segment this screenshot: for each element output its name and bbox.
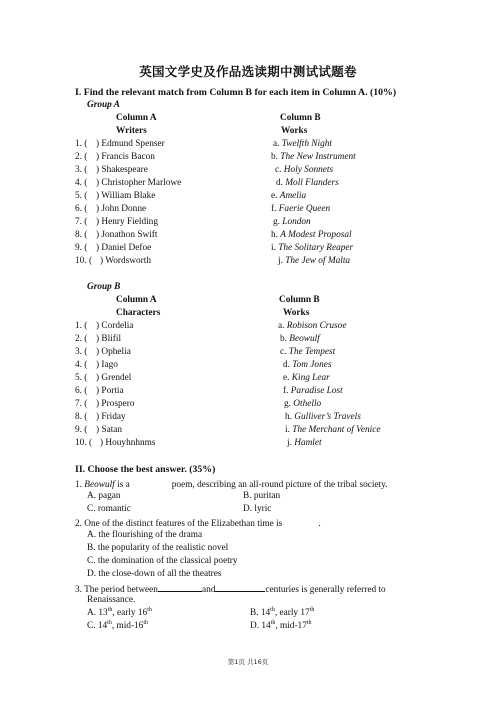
- row-match: [284, 399, 321, 410]
- question-3-option-d: D. 14th, mid-17th: [250, 619, 312, 631]
- row-number: 1. (: [75, 321, 88, 331]
- match-work-title: London: [282, 217, 311, 227]
- question-1-blank[interactable]: [130, 478, 172, 487]
- question-1-option-c: C. romantic: [87, 504, 131, 514]
- question-3-option-a: A. 13th, early 16th: [87, 606, 152, 618]
- question-2-option-c: C. the domination of the classical poetry: [87, 556, 238, 566]
- group-b-row: [75, 412, 435, 425]
- row-number: 8. (: [75, 230, 88, 240]
- section-1-heading: I. Find the relevant match from Column B for each item in Column A. (10%): [75, 87, 397, 98]
- row-match: [278, 321, 346, 332]
- question-3-blank-2[interactable]: [215, 582, 265, 592]
- match-work-title: A Modest Proposal: [280, 230, 352, 240]
- group-b-row: [75, 347, 435, 360]
- group-a-row: [75, 204, 435, 217]
- question-1-option-a: A. pagan: [87, 491, 121, 501]
- question-3-option-c: C. 14th, mid-16th: [87, 619, 149, 631]
- group-b-row: [75, 386, 435, 399]
- group-b-row: [75, 425, 435, 438]
- match-letter: f.: [283, 386, 291, 396]
- question-1-italic-title: Beowulf: [84, 480, 115, 490]
- group-a-row: [75, 139, 435, 152]
- row-item: ) Portia: [96, 386, 124, 396]
- question-2-option-b: B. the popularity of the realistic novel: [87, 543, 229, 553]
- match-letter: d.: [283, 360, 293, 370]
- group-a-row: [75, 178, 435, 191]
- row-item: ) Prospero: [96, 399, 135, 409]
- match-letter: e.: [271, 191, 280, 201]
- match-letter: e.: [283, 373, 292, 383]
- row-match: [273, 139, 332, 150]
- row-number: 10. (: [75, 438, 93, 448]
- question-3-part-2: and: [201, 585, 216, 595]
- match-work-title: Tom Jones: [292, 360, 332, 370]
- row-item: ) Edmund Spenser: [96, 139, 165, 149]
- match-letter: a.: [273, 139, 282, 149]
- row-item: ) Friday: [96, 412, 126, 422]
- row-item: ) Christopher Marlowe: [96, 178, 182, 188]
- group-b-row: [75, 373, 435, 386]
- row-item: ) Cordelia: [96, 321, 134, 331]
- row-match: [271, 230, 352, 241]
- section-2-heading: II. Choose the best answer. (35%): [75, 464, 216, 475]
- match-work-title: Othello: [293, 399, 322, 409]
- row-match: [285, 425, 380, 436]
- question-1-pre: is a: [114, 480, 130, 490]
- match-work-title: Paradise Lost: [290, 386, 343, 396]
- match-letter: b.: [271, 152, 281, 162]
- row-number: 2. (: [75, 334, 88, 344]
- group-a-row: [75, 165, 435, 178]
- group-b-row: [75, 321, 435, 334]
- row-number: 9. (: [75, 243, 88, 253]
- question-2-end: .: [318, 519, 321, 529]
- row-item: ) Iago: [96, 360, 118, 370]
- group-b-characters-header: Characters: [116, 308, 161, 318]
- match-letter: f.: [271, 204, 279, 214]
- question-3-line-2: Renaissance.: [87, 595, 136, 605]
- match-work-title: Hamlet: [294, 438, 322, 448]
- match-letter: i.: [285, 425, 293, 435]
- match-work-title: Robison Crusoe: [286, 321, 347, 331]
- group-a-row: [75, 256, 435, 269]
- row-item: ) Ophelia: [96, 347, 131, 357]
- question-2-option-a: A. the flourishing of the drama: [87, 530, 203, 540]
- match-work-title: Gulliver’s Travels: [294, 412, 361, 422]
- row-match: [283, 360, 331, 371]
- row-number: 3. (: [75, 347, 88, 357]
- question-2-text: 2. One of the distinct features of the Elizabethan time is: [75, 519, 283, 529]
- match-letter: a.: [278, 321, 287, 331]
- match-work-title: Faerie Queen: [278, 204, 331, 214]
- row-number: 7. (: [75, 217, 88, 227]
- match-letter: c.: [280, 347, 289, 357]
- group-a-row: [75, 191, 435, 204]
- question-3-option-b: B. 14th, early 17th: [250, 606, 315, 618]
- row-match: [271, 243, 353, 254]
- match-letter: j.: [278, 256, 286, 266]
- match-work-title: The New Instrument: [280, 152, 356, 162]
- row-number: 2. (: [75, 152, 88, 162]
- row-item: ) John Donne: [96, 204, 147, 214]
- row-item: ) William Blake: [96, 191, 156, 201]
- row-number: 6. (: [75, 386, 88, 396]
- row-number: 4. (: [75, 360, 88, 370]
- group-b-works-header: Works: [283, 308, 310, 318]
- group-b-row: [75, 334, 435, 347]
- group-b-column-b-header: Column B: [279, 295, 320, 305]
- row-match: [276, 178, 339, 189]
- match-letter: i.: [271, 243, 279, 253]
- match-work-title: Beowulf: [289, 334, 320, 344]
- row-item: ) Francis Bacon: [96, 152, 155, 162]
- match-work-title: Amelia: [279, 191, 307, 201]
- page-footer: 第1页 共16页: [227, 658, 269, 666]
- match-work-title: The Tempest: [288, 347, 336, 357]
- match-letter: d.: [276, 178, 286, 188]
- question-3-blank-1[interactable]: [158, 582, 202, 592]
- row-number: 7. (: [75, 399, 88, 409]
- row-number: 9. (: [75, 425, 88, 435]
- row-number: 5. (: [75, 191, 88, 201]
- row-item: ) Wordsworth: [100, 256, 151, 266]
- row-match: [271, 204, 330, 215]
- question-3-part-1: 3. The period between: [75, 585, 158, 595]
- question-2-option-d: D. the close-down of all the theatres: [87, 569, 222, 579]
- row-item: ) Daniel Defoe: [96, 243, 152, 253]
- question-1-number: 1.: [75, 480, 85, 490]
- row-number: 4. (: [75, 178, 88, 188]
- match-work-title: The Solitary Reaper: [278, 243, 354, 253]
- row-match: [283, 386, 343, 397]
- row-item: ) Blifil: [96, 334, 122, 344]
- match-work-title: Moll Flanders: [285, 178, 339, 188]
- group-a-row: [75, 152, 435, 165]
- match-letter: h.: [271, 230, 281, 240]
- match-work-title: King Lear: [291, 373, 330, 383]
- group-a-works-header: Works: [281, 126, 308, 136]
- match-work-title: The Merchant of Venice: [292, 425, 381, 435]
- row-number: 3. (: [75, 165, 88, 175]
- question-2-blank[interactable]: [282, 517, 318, 526]
- row-match: [271, 152, 356, 163]
- row-number: 10. (: [75, 256, 93, 266]
- group-b-row: [75, 438, 435, 451]
- row-number: 1. (: [75, 139, 88, 149]
- page-title: 英国文学史及作品选读期中测试试题卷: [139, 64, 357, 79]
- row-number: 6. (: [75, 204, 88, 214]
- match-letter: c.: [275, 165, 284, 175]
- row-item: ) Houyhnhnms: [100, 438, 156, 448]
- group-a-row: [75, 217, 435, 230]
- group-b-row: [75, 399, 435, 412]
- group-a-row: [75, 243, 435, 256]
- match-letter: g.: [273, 217, 283, 227]
- row-number: 5. (: [75, 373, 88, 383]
- row-match: [271, 191, 306, 202]
- match-letter: h.: [285, 412, 295, 422]
- match-letter: j.: [287, 438, 295, 448]
- question-1-stem: [75, 478, 388, 491]
- question-1-option-b: B. puritan: [243, 491, 281, 501]
- row-item: ) Satan: [96, 425, 123, 435]
- row-match: [283, 373, 330, 384]
- row-match: [280, 334, 320, 345]
- question-3-part-3: centuries is generally referred to: [265, 585, 386, 595]
- row-number: 8. (: [75, 412, 88, 422]
- row-item: ) Shakespeare: [96, 165, 148, 175]
- group-b-label: Group B: [87, 282, 121, 292]
- question-2-stem: [75, 517, 321, 530]
- row-item: ) Grendel: [96, 373, 132, 383]
- match-work-title: Twelfth Night: [281, 139, 332, 149]
- row-match: [285, 412, 361, 423]
- match-work-title: Holy Sonnets: [283, 165, 334, 175]
- row-item: ) Henry Fielding: [96, 217, 158, 227]
- row-match: [280, 347, 335, 358]
- group-a-writers-header: Writers: [116, 126, 147, 136]
- group-a-label: Group A: [87, 100, 120, 110]
- group-b-row: [75, 360, 435, 373]
- row-match: [275, 165, 333, 176]
- group-b-column-a-header: Column A: [116, 295, 157, 305]
- row-match: [287, 438, 322, 449]
- question-1-option-d: D. lyric: [243, 504, 272, 514]
- group-a-row: [75, 230, 435, 243]
- row-item: ) Jonathon Swift: [96, 230, 158, 240]
- match-work-title: The Jew of Malta: [285, 256, 351, 266]
- match-letter: b.: [280, 334, 290, 344]
- question-1-post: poem, describing an all-round picture of the tribal society.: [171, 480, 388, 490]
- group-a-column-a-header: Column A: [116, 113, 157, 123]
- row-match: [273, 217, 311, 228]
- group-a-column-b-header: Column B: [280, 113, 321, 123]
- match-letter: g.: [284, 399, 294, 409]
- row-match: [278, 256, 350, 267]
